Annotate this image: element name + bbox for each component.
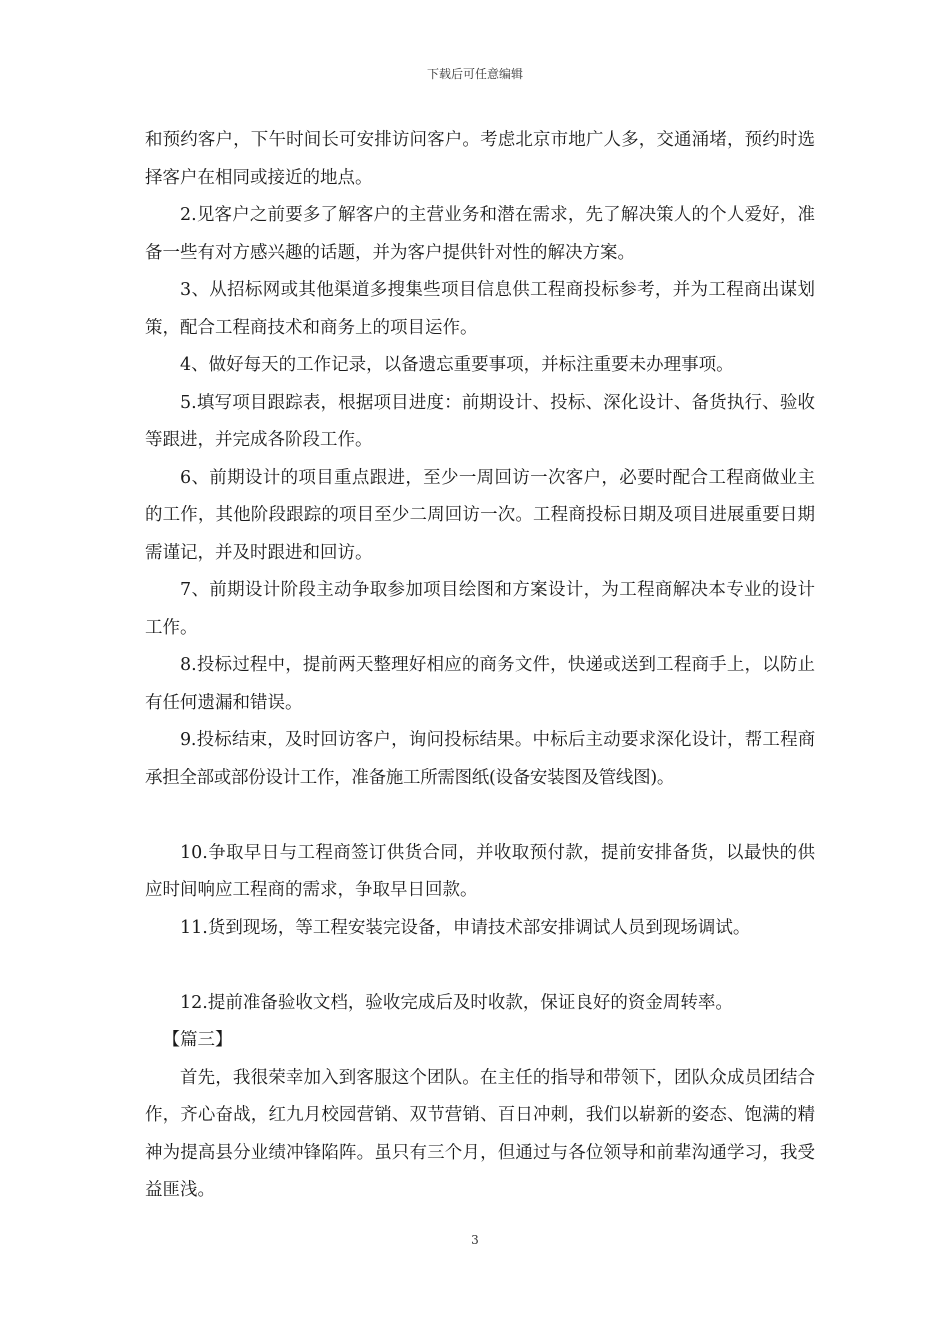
page-header: 下载后可任意编辑 — [426, 67, 523, 81]
paragraph-item-5: 5.填写项目跟踪表，根据项目进度：前期设计、投标、深化设计、备货执行、验收等跟进，并完成各阶段工作。 — [145, 392, 815, 450]
paragraph-item-6: 6、前期设计的项目重点跟进，至少一周回访一次客户，必要时配合工程商做业主的工作，其他阶段跟踪的项目至少二周回访一次。工程商投标日期及项目进展重要日期需谨记，并及时跟进和回访。 — [145, 467, 815, 563]
paragraph-item-11: 11.货到现场，等工程安装完设备，申请技术部安排调试人员到现场调试。 — [180, 917, 751, 938]
paragraph-item-9: 9.投标结束，及时回访客户，询问投标结果。中标后主动要求深化设计，帮工程商承担全部或部份设计工作，准备施工所需图纸(设备安装图及管线图)。 — [145, 730, 815, 788]
paragraph-item-3: 3、从招标网或其他渠道多搜集些项目信息供工程商投标参考，并为工程商出谋划策，配合工程商技术和商务上的项目运作。 — [145, 280, 815, 338]
section-heading: 【篇三】 — [162, 1030, 233, 1050]
paragraph-item-12: 12.提前准备验收文档，验收完成后及时收款，保证良好的资金周转率。 — [180, 992, 733, 1013]
paragraph-item-8: 8.投标过程中，提前两天整理好相应的商务文件，快递或送到工程商手上，以防止有任何遗漏和错误。 — [145, 655, 815, 713]
document-body — [145, 122, 815, 1210]
paragraph-item-2: 2.见客户之前要多了解客户的主营业务和潜在需求，先了解决策人的个人爱好，准备一些有对方感兴趣的话题，并为客户提供针对性的解决方案。 — [145, 205, 815, 263]
paragraph-intro: 首先，我很荣幸加入到客服这个团队。在主任的指导和带领下，团队众成员团结合作，齐心奋战，红九月校园营销、双节营销、百日冲刺，我们以崭新的姿态、饱满的精神为提高县分业绩冲锋陷阵。虽只有三个月，但通过与各位领导和前辈沟通学习，我受益匪浅。 — [145, 1067, 815, 1200]
page-number: 3 — [471, 1233, 479, 1247]
paragraph-continuation: 和预约客户，下午时间长可安排访问客户。考虑北京市地广人多，交通涌堵，预约时选择客户在相同或接近的地点。 — [145, 130, 815, 188]
paragraph-item-10: 10.争取早日与工程商签订供货合同，并收取预付款，提前安排备货，以最快的供应时间响应工程商的需求，争取早日回款。 — [145, 842, 815, 900]
paragraph-item-4: 4、做好每天的工作记录，以备遗忘重要事项，并标注重要未办理事项。 — [180, 355, 734, 375]
paragraph-item-7: 7、前期设计阶段主动争取参加项目绘图和方案设计，为工程商解决本专业的设计工作。 — [145, 580, 815, 638]
